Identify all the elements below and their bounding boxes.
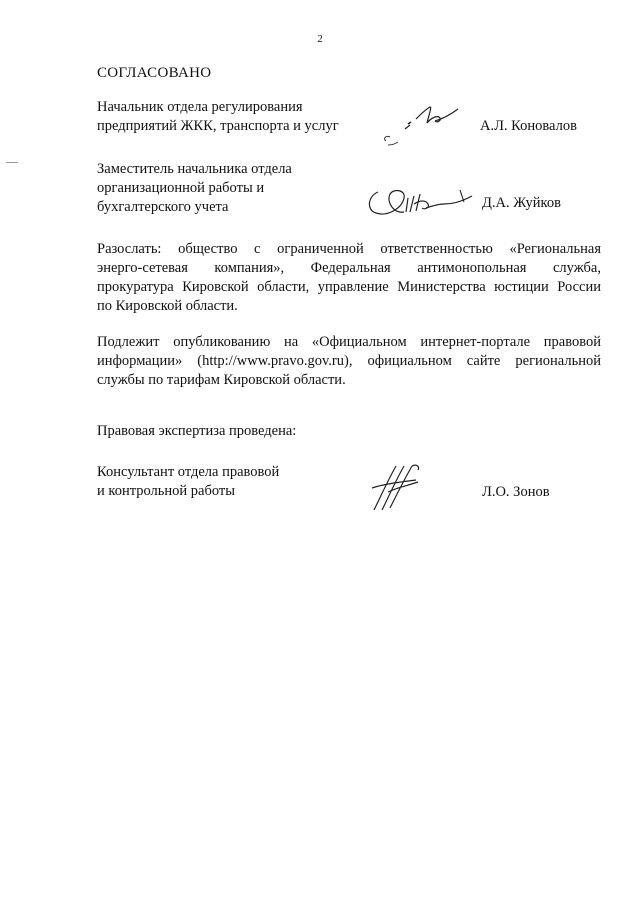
approver-1-position-line: предприятий ЖКК, транспорта и услуг [97, 118, 339, 134]
legal-review-label: Правовая экспертиза проведена: [97, 423, 297, 439]
approver-1-position [97, 98, 367, 136]
consultant-name: Л.О. Зонов [482, 484, 550, 500]
distribution-line: по Кировской области. [97, 298, 238, 314]
distribution-line: энерго-сетевая компания», Федеральная антимонопольная служба, [97, 260, 601, 276]
publication-line: Подлежит опубликованию на «Официальном интернет-портале правовой [97, 334, 601, 350]
approval-heading: СОГЛАСОВАНО [97, 65, 212, 81]
signature-3 [366, 458, 426, 518]
page-number: 2 [317, 33, 323, 45]
publication-line: информации» (http://www.pravo.gov.ru), официальном сайте региональной [97, 353, 601, 369]
signature-2-graphic [364, 180, 479, 225]
publication-paragraph [97, 333, 601, 390]
distribution-paragraph [97, 240, 601, 316]
approver-1-position-line: Начальник отдела регулирования [97, 99, 303, 115]
publication-line: службы по тарифам Кировской области. [97, 372, 346, 388]
signature-2 [364, 180, 479, 225]
approver-2-position-line: организационной работы и [97, 180, 265, 196]
consultant-position [97, 463, 367, 501]
approver-2-name: Д.А. Жуйков [482, 195, 561, 211]
approver-1-name: А.Л. Коновалов [480, 118, 577, 134]
signature-3-graphic [366, 458, 426, 518]
approver-2-position-line: бухгалтерского учета [97, 199, 229, 215]
approver-2-position [97, 160, 367, 217]
margin-mark [6, 162, 18, 163]
consultant-position-line: Консультант отдела правовой [97, 464, 280, 480]
consultant-position-line: и контрольной работы [97, 483, 235, 499]
signature-1-graphic [380, 95, 470, 155]
signature-1 [380, 95, 470, 155]
distribution-line: прокуратура Кировской области, управление Министерства юстиции России [97, 279, 601, 295]
approver-2-position-line: Заместитель начальника отдела [97, 161, 292, 177]
distribution-line: Разослать: общество с ограниченной ответственностью «Региональная [97, 241, 601, 257]
